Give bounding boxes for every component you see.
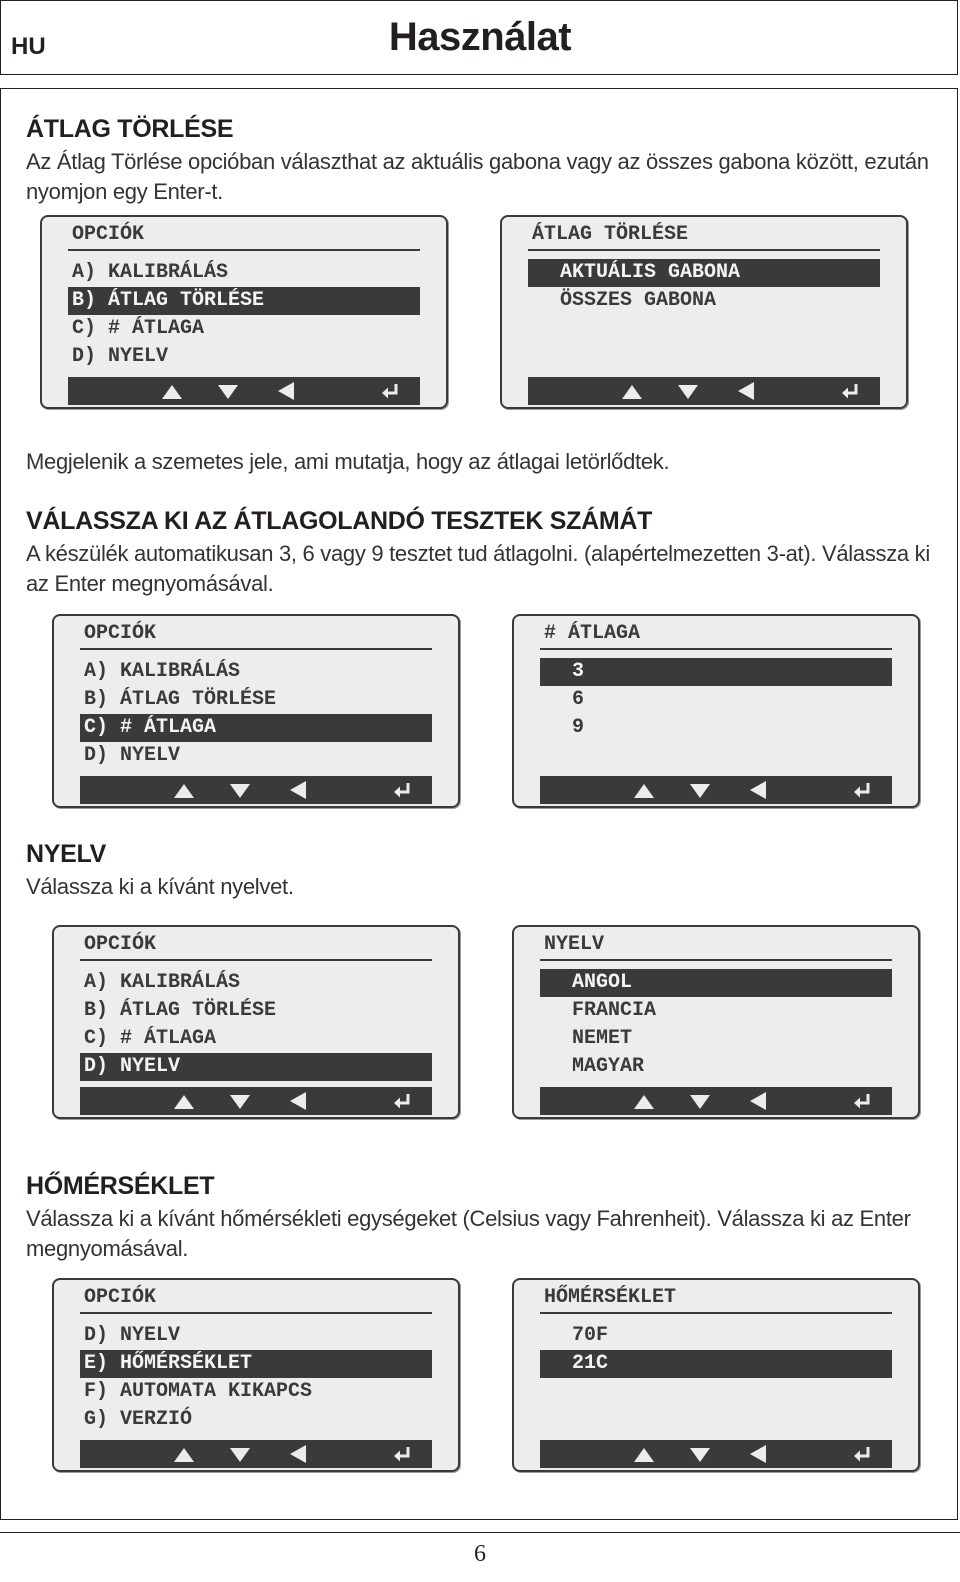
arrow-left-icon — [278, 382, 294, 400]
enter-icon — [852, 780, 872, 800]
menu-item: MAGYAR — [572, 1055, 645, 1078]
menu-item: B) ÁTLAG TÖRLÉSE — [84, 999, 277, 1022]
menu-item: B) ÁTLAG TÖRLÉSE — [84, 688, 277, 711]
screen-nav-bar — [540, 1440, 892, 1468]
arrow-left-icon — [290, 781, 306, 799]
screen-divider — [80, 1312, 432, 1314]
arrow-down-icon — [690, 784, 710, 798]
arrow-left-icon — [750, 1445, 766, 1463]
arrow-down-icon — [690, 1448, 710, 1462]
menu-item: D) NYELV — [72, 345, 169, 368]
menu-item-selected: 3 — [540, 658, 892, 686]
menu-item: 70F — [572, 1324, 609, 1347]
page-title: Használat — [388, 15, 572, 59]
enter-icon — [840, 381, 860, 401]
arrow-left-icon — [750, 781, 766, 799]
enter-icon — [392, 1091, 412, 1111]
menu-item: A) KALIBRÁLÁS — [84, 660, 241, 683]
arrow-up-icon — [174, 784, 194, 798]
page-header — [0, 0, 958, 75]
device-screen — [52, 1278, 460, 1472]
arrow-up-icon — [634, 784, 654, 798]
screen-divider — [68, 249, 420, 251]
screen-nav-bar — [540, 1087, 892, 1115]
screen-menu — [80, 1322, 432, 1434]
arrow-left-icon — [750, 1092, 766, 1110]
section-title-homerseklet: HŐMÉRSÉKLET — [26, 1172, 215, 1200]
menu-item-selected: B) ÁTLAG TÖRLÉSE — [68, 287, 420, 315]
arrow-left-icon — [290, 1445, 306, 1463]
device-screen — [500, 215, 908, 409]
section-text-atlag-torlese: Az Átlag Törlése opcióban választhat az aktuális gabona vagy az összes gabona között, ezután nyomjon egy Enter-t. — [26, 149, 929, 204]
arrow-down-icon — [230, 1095, 250, 1109]
arrow-up-icon — [622, 385, 642, 399]
screen-menu — [528, 259, 880, 315]
enter-icon — [392, 1444, 412, 1464]
screen-divider — [540, 1312, 892, 1314]
menu-item: ÖSSZES GABONA — [560, 289, 717, 312]
menu-item-selected: D) NYELV — [80, 1053, 432, 1081]
arrow-down-icon — [218, 385, 238, 399]
screen-nav-bar — [80, 776, 432, 804]
language-code: HU — [11, 33, 46, 60]
screen-title: NYELV — [544, 933, 605, 956]
screen-nav-bar — [528, 377, 880, 405]
menu-item: A) KALIBRÁLÁS — [84, 971, 241, 994]
menu-item: 6 — [572, 688, 585, 711]
screen-menu — [80, 969, 432, 1081]
menu-item: FRANCIA — [572, 999, 657, 1022]
screen-divider — [528, 249, 880, 251]
screen-divider — [540, 648, 892, 650]
arrow-up-icon — [174, 1448, 194, 1462]
screen-menu — [540, 969, 892, 1081]
device-screen — [52, 925, 460, 1119]
screen-title: ÁTLAG TÖRLÉSE — [532, 223, 689, 246]
menu-item-selected: 21C — [540, 1350, 892, 1378]
arrow-up-icon — [634, 1448, 654, 1462]
note-text: Megjelenik a szemetes jele, ami mutatja, hogy az átlagai letörlődtek. — [26, 449, 670, 474]
enter-icon — [380, 381, 400, 401]
menu-item-selected: ANGOL — [540, 969, 892, 997]
section-title-atlag-torlese: ÁTLAG TÖRLÉSE — [26, 115, 234, 143]
screen-divider — [80, 648, 432, 650]
section-title-nyelv: NYELV — [26, 840, 106, 868]
screen-divider — [80, 959, 432, 961]
menu-item: F) AUTOMATA KIKAPCS — [84, 1380, 313, 1403]
screen-menu — [80, 658, 432, 770]
footer-rule — [0, 1532, 960, 1533]
screen-nav-bar — [540, 776, 892, 804]
arrow-down-icon — [230, 1448, 250, 1462]
menu-item: 9 — [572, 716, 585, 739]
enter-icon — [392, 780, 412, 800]
menu-item-selected: C) # ÁTLAGA — [80, 714, 432, 742]
arrow-down-icon — [690, 1095, 710, 1109]
menu-item: NEMET — [572, 1027, 633, 1050]
page-number: 6 — [474, 1541, 486, 1567]
menu-item: D) NYELV — [84, 744, 181, 767]
section-text-tesztek-szama: A készülék automatikusan 3, 6 vagy 9 tesztet tud átlagolni. (alapértelmezetten 3-at). Válassza ki az Enter megnyomásával. — [26, 541, 930, 596]
menu-item-selected: AKTUÁLIS GABONA — [528, 259, 880, 287]
arrow-down-icon — [678, 385, 698, 399]
device-screen — [512, 614, 920, 808]
arrow-up-icon — [634, 1095, 654, 1109]
menu-item: A) KALIBRÁLÁS — [72, 261, 229, 284]
device-screen — [512, 925, 920, 1119]
screen-menu — [68, 259, 420, 371]
screen-nav-bar — [80, 1440, 432, 1468]
screen-title: HŐMÉRSÉKLET — [544, 1286, 677, 1309]
device-screen — [40, 215, 448, 409]
menu-item: D) NYELV — [84, 1324, 181, 1347]
screen-title: OPCIÓK — [84, 622, 157, 645]
device-screen — [512, 1278, 920, 1472]
screen-menu — [540, 658, 892, 742]
arrow-left-icon — [738, 382, 754, 400]
screen-menu — [540, 1322, 892, 1378]
section-title-tesztek-szama: VÁLASSZA KI AZ ÁTLAGOLANDÓ TESZTEK SZÁMÁT — [26, 507, 653, 535]
arrow-down-icon — [230, 784, 250, 798]
enter-icon — [852, 1444, 872, 1464]
screen-nav-bar — [68, 377, 420, 405]
screen-divider — [540, 959, 892, 961]
screen-nav-bar — [80, 1087, 432, 1115]
device-screen — [52, 614, 460, 808]
section-text-nyelv: Válassza ki a kívánt nyelvet. — [26, 874, 294, 899]
screen-title: OPCIÓK — [84, 1286, 157, 1309]
menu-item: C) # ÁTLAGA — [72, 317, 205, 340]
menu-item: C) # ÁTLAGA — [84, 1027, 217, 1050]
screen-title: OPCIÓK — [72, 223, 145, 246]
section-text-homerseklet: Válassza ki a kívánt hőmérsékleti egységeket (Celsius vagy Fahrenheit). Válassza ki az Enter megnyomásával. — [26, 1206, 911, 1261]
menu-item: G) VERZIÓ — [84, 1408, 193, 1431]
arrow-left-icon — [290, 1092, 306, 1110]
menu-item-selected: E) HŐMÉRSÉKLET — [80, 1350, 432, 1378]
arrow-up-icon — [162, 385, 182, 399]
arrow-up-icon — [174, 1095, 194, 1109]
screen-title: OPCIÓK — [84, 933, 157, 956]
enter-icon — [852, 1091, 872, 1111]
screen-title: # ÁTLAGA — [544, 622, 641, 645]
